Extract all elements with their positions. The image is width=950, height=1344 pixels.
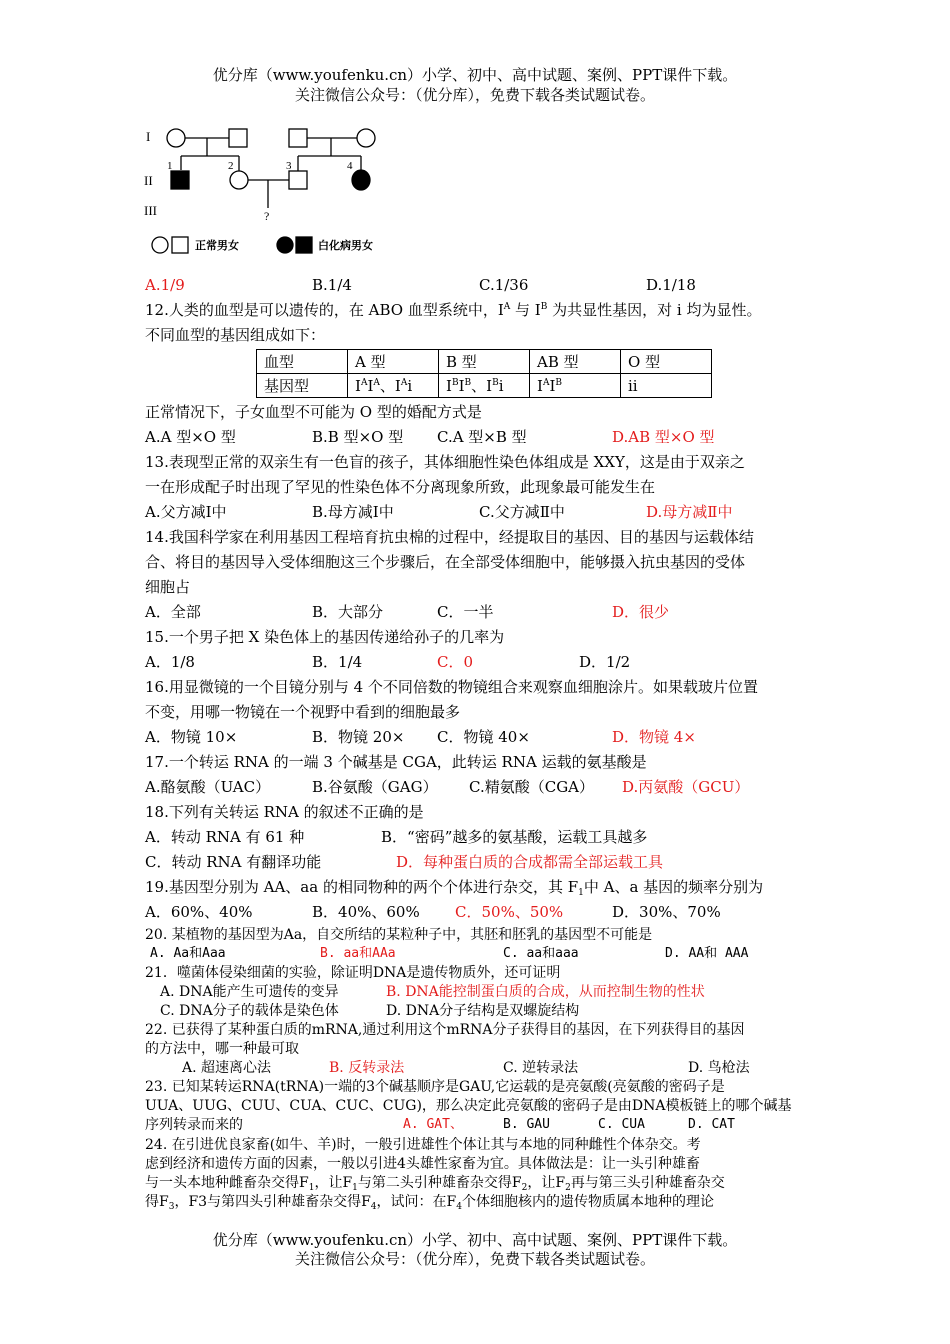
q12-option-d: D.AB 型×O 型 [612,428,715,446]
q16-stem-1: 16.用显微镜的一个目镜分别与 4 个不同倍数的物镜组合来观察血细胞涂片。如果载玻片位置 [145,678,758,696]
q16-option-b: B．物镜 20× [312,728,405,746]
footer-line-1: 优分库（www.youfenku.cn）小学、初中、高中试题、案例、PPT课件下载。 [212,1231,738,1249]
q19-option-d: D．30%、70% [612,903,721,921]
q22-option-c: C. 逆转录法 [503,1060,579,1076]
q15-option-c: C．0 [437,653,474,671]
q20-option-a: A. Aa和Aaa [150,946,226,961]
table-cell: ii [621,374,712,398]
table-header-cell: O 型 [621,350,712,374]
table-cell: $I^BI^B$、$I^Bi$ [439,374,530,398]
q20-option-b: B. aa和AAa [320,946,396,961]
q13-stem-2: 一在形成配子时出现了罕见的性染色体不分离现象所致，此现象最可能发生在 [145,478,656,496]
q14-option-b: B．大部分 [312,603,384,621]
gen2-affected-female [352,170,370,190]
table-cell: $I^AI^A$、$I^Ai$ [348,374,439,398]
q18-option-c: C．转动 RNA 有翻译功能 [145,853,322,871]
pedigree-diagram [140,118,420,263]
q23-stem-3: 序列转录而来的 [145,1117,243,1133]
q12-stem-2: 不同血型的基因组成如下： [145,326,326,344]
table-header-cell: A 型 [348,350,439,374]
q22-option-d: D. 鸟枪法 [688,1060,750,1076]
q20-option-d: D. AA和 AAA [665,946,749,961]
header-line-1: 优分库（www.youfenku.cn）小学、初中、高中试题、案例、PPT课件下载。 [212,66,738,84]
unknown-offspring: ? [264,209,270,223]
table-cell: $I^AI^B$ [530,374,621,398]
q11-option-a: A.1/9 [145,276,185,294]
q14-option-d: D．很少 [612,603,670,621]
gen1-male-left [229,129,247,147]
legend-normal-female [152,237,168,253]
q14-option-a: A．全部 [145,603,201,621]
q14-stem-1: 14.我国科学家在利用基因工程培育抗虫棉的过程中，经提取目的基因、目的基因与运载体结 [145,528,754,546]
q19-stem: 19.基因型分别为 AA、aa 的相同物种的两个个体进行杂交，其 $F_1$中 A、a 基因的频率分别为 [145,878,764,898]
q20-option-c: C. aa和aaa [503,946,579,961]
q23-stem-1: 23. 已知某转运RNA(tRNA)一端的3个碱基顺序是GAU,它运载的是亮氨酸(亮氨酸的密码子是 [145,1079,725,1095]
gen1-female-left [167,129,185,147]
table-cell: 基因型 [257,374,348,398]
q17-option-d: D.丙氨酸（GCU） [622,778,750,796]
legend-albino-label: 白化病男女 [318,239,373,252]
q21-option-c: C. DNA分子的载体是染色体 [160,1003,339,1019]
q17-stem: 17.一个转运 RNA 的一端 3 个碱基是 CGA，此转运 RNA 运载的氨基酸是 [145,753,647,771]
header-line-2: 关注微信公众号：（优分库），免费下载各类试题试卷。 [294,86,655,104]
q23-stem-2: UUA、UUG、CUU、CUA、CUC、CUG)，那么决定此亮氨酸的密码子是由DNA模板链上的哪个碱基 [145,1098,792,1114]
ind-label-2: 2 [228,160,234,172]
gen2-male-3 [289,171,307,189]
q11-option-c: C.1/36 [479,276,529,294]
legend-normal-label: 正常男女 [195,239,239,252]
q14-stem-3: 细胞占 [145,578,191,596]
q21-option-d: D. DNA分子结构是双螺旋结构 [386,1003,580,1019]
gen2-affected-male [171,171,189,189]
ind-label-4: 4 [347,160,353,172]
table-row [257,374,712,398]
q14-option-c: C．一半 [437,603,494,621]
table-header-cell: B 型 [439,350,530,374]
q15-option-a: A．1/8 [145,653,195,671]
q13-option-d: D.母方减Ⅱ中 [646,503,733,521]
q17-option-a: A.酪氨酸（UAC） [145,778,271,796]
q16-option-d: D．物镜 4× [612,728,696,746]
q23-option-b: B. GAU [503,1117,550,1132]
q13-stem-1: 13.表现型正常的双亲生有一色盲的孩子，其体细胞性染色体组成是 XXY，这是由于双亲之 [145,453,745,471]
q11-option-d: D.1/18 [646,276,696,294]
table-row [257,350,712,374]
q23-option-a: A. GAT、 [403,1117,463,1132]
q15-option-d: D．1/2 [579,653,631,671]
ind-label-3: 3 [286,160,292,172]
q17-option-b: B.谷氨酸（GAG） [312,778,438,796]
gen2-female-2 [230,171,248,189]
q22-stem-2: 的方法中，哪一种最可取 [145,1041,299,1057]
q20-stem: 20. 某植物的基因型为Aa，自交所结的某粒种子中，其胚和胚乳的基因型不可能是 [145,927,653,943]
q24-stem-2: 虑到经济和遗传方面的因素，一般以引进4头雄性家畜为宜。具体做法是：让一头引种雄畜 [145,1156,700,1172]
q13-option-b: B.母方减Ⅰ中 [312,503,394,521]
q23-option-c: C. CUA [598,1117,645,1132]
footer-line-2: 关注微信公众号：（优分库），免费下载各类试题试卷。 [294,1250,655,1268]
q15-stem: 15.一个男子把 X 染色体上的基因传递给孙子的几率为 [145,628,505,646]
q12-stem-3: 正常情况下，子女血型不可能为 O 型的婚配方式是 [145,403,482,421]
legend-albino-male [296,237,312,253]
blood-type-table [256,349,712,398]
q11-option-b: B.1/4 [312,276,352,294]
q15-option-b: B．1/4 [312,653,363,671]
q18-option-d: D．每种蛋白质的合成都需全部运载工具 [396,853,664,871]
q18-option-b: B．“密码”越多的氨基酸，运载工具越多 [381,828,648,846]
gen1-male-right [289,129,307,147]
q19-option-b: B．40%、60% [312,903,420,921]
ind-label-1: 1 [167,160,173,172]
q22-option-b: B. 反转录法 [329,1060,405,1076]
q21-stem: 21．噬菌体侵染细菌的实验，除证明DNA是遗传物质外，还可证明 [145,965,561,981]
q19-option-a: A．60%、40% [145,903,253,921]
q12-stem-1: 12.人类的血型是可以遗传的，在 ABO 血型系统中，$I^A$ 与 $I^B$ 为共显性基因，对 i 均为显性。 [145,301,762,319]
q22-option-a: A. 超速离心法 [182,1060,272,1076]
q13-option-c: C.父方减Ⅱ中 [479,503,565,521]
q14-stem-2: 合、将目的基因导入受体细胞这三个步骤后，在全部受体细胞中，能够摄入抗虫基因的受体 [145,553,746,571]
q24-stem-1: 24. 在引进优良家畜(如牛、羊)时，一般引进雄性个体让其与本地的同种雌性个体杂交。考 [145,1137,701,1153]
q18-option-a: A．转动 RNA 有 61 种 [145,828,305,846]
q22-stem-1: 22. 已获得了某种蛋白质的mRNA,通过利用这个mRNA分子获得目的基因，在下列获得目的基因 [145,1022,745,1038]
q12-option-a: A.A 型×O 型 [145,428,236,446]
q18-stem: 18.下列有关转运 RNA 的叙述不正确的是 [145,803,424,821]
gen-label-III: III [144,203,157,218]
q12-option-b: B.B 型×O 型 [312,428,404,446]
q19-option-c: C．50%、50% [455,903,564,921]
q24-stem-4: 得$F_3$，F3与第四头引种雄畜杂交得$F_4$，试问：在$F_4$个体细胞核内的遗传物质属本地种的理论 [145,1194,714,1212]
q21-option-a: A. DNA能产生可遗传的变异 [160,984,339,1000]
q24-stem-3: 与一头本地种雌畜杂交得$F_1$，让$F_1$与第二头引种雄畜杂交得$F_2$，让$F_2$再与第三头引种雄畜杂交 [145,1175,725,1193]
legend-normal-male [172,237,188,253]
gen1-female-right [357,129,375,147]
q23-option-d: D. CAT [688,1117,735,1132]
q12-option-c: C.A 型×B 型 [437,428,527,446]
table-header-cell: AB 型 [530,350,621,374]
gen-label-I: I [146,129,151,144]
legend-albino-female [277,237,293,253]
q16-option-c: C．物镜 40× [437,728,530,746]
gen-label-II: II [144,173,153,188]
table-header-cell: 血型 [257,350,348,374]
q17-option-c: C.精氨酸（CGA） [469,778,595,796]
q21-option-b: B. DNA能控制蛋白质的合成，从而控制生物的性状 [386,984,705,1000]
q16-option-a: A．物镜 10× [145,728,238,746]
q16-stem-2: 不变，用哪一物镜在一个视野中看到的细胞最多 [145,703,461,721]
q13-option-a: A.父方减Ⅰ中 [145,503,227,521]
